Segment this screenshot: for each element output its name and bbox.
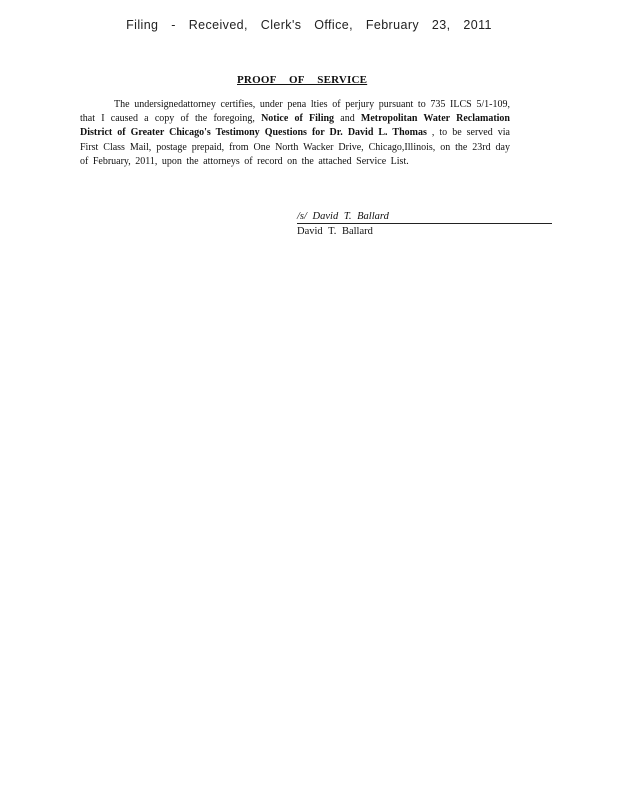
paragraph-text-2: and	[334, 113, 361, 125]
testimony-title-bold: Metropolitan Water Reclamation District of Greater Chicago's Testimony Questions for Dr. David L. Thomas	[80, 113, 510, 139]
proof-paragraph	[80, 98, 510, 169]
paragraph-text-1: The undersignedattorney certifies, under pena lties of perjury pursuant to 735 ILCS 5/1-109, that I caused a copy of the foregoing,	[80, 99, 510, 125]
signatory-name: David T. Ballard	[297, 226, 373, 237]
signature-block	[297, 210, 552, 237]
document-title: PROOF OF SERVICE	[237, 74, 368, 86]
signature-line: /s/ David T. Ballard	[297, 210, 552, 224]
notice-of-filing-bold: Notice of Filing	[261, 113, 335, 125]
paragraph-text-3: , to be served via First Class Mail, postage prepaid, from One North Wacker Drive, Chicago,Illinois, on the 23rd day of February, 2011, upon the attorneys of record on the attached Service List.	[80, 127, 510, 167]
filing-header: Filing - Received, Clerk's Office, February 23, 2011	[126, 18, 492, 32]
